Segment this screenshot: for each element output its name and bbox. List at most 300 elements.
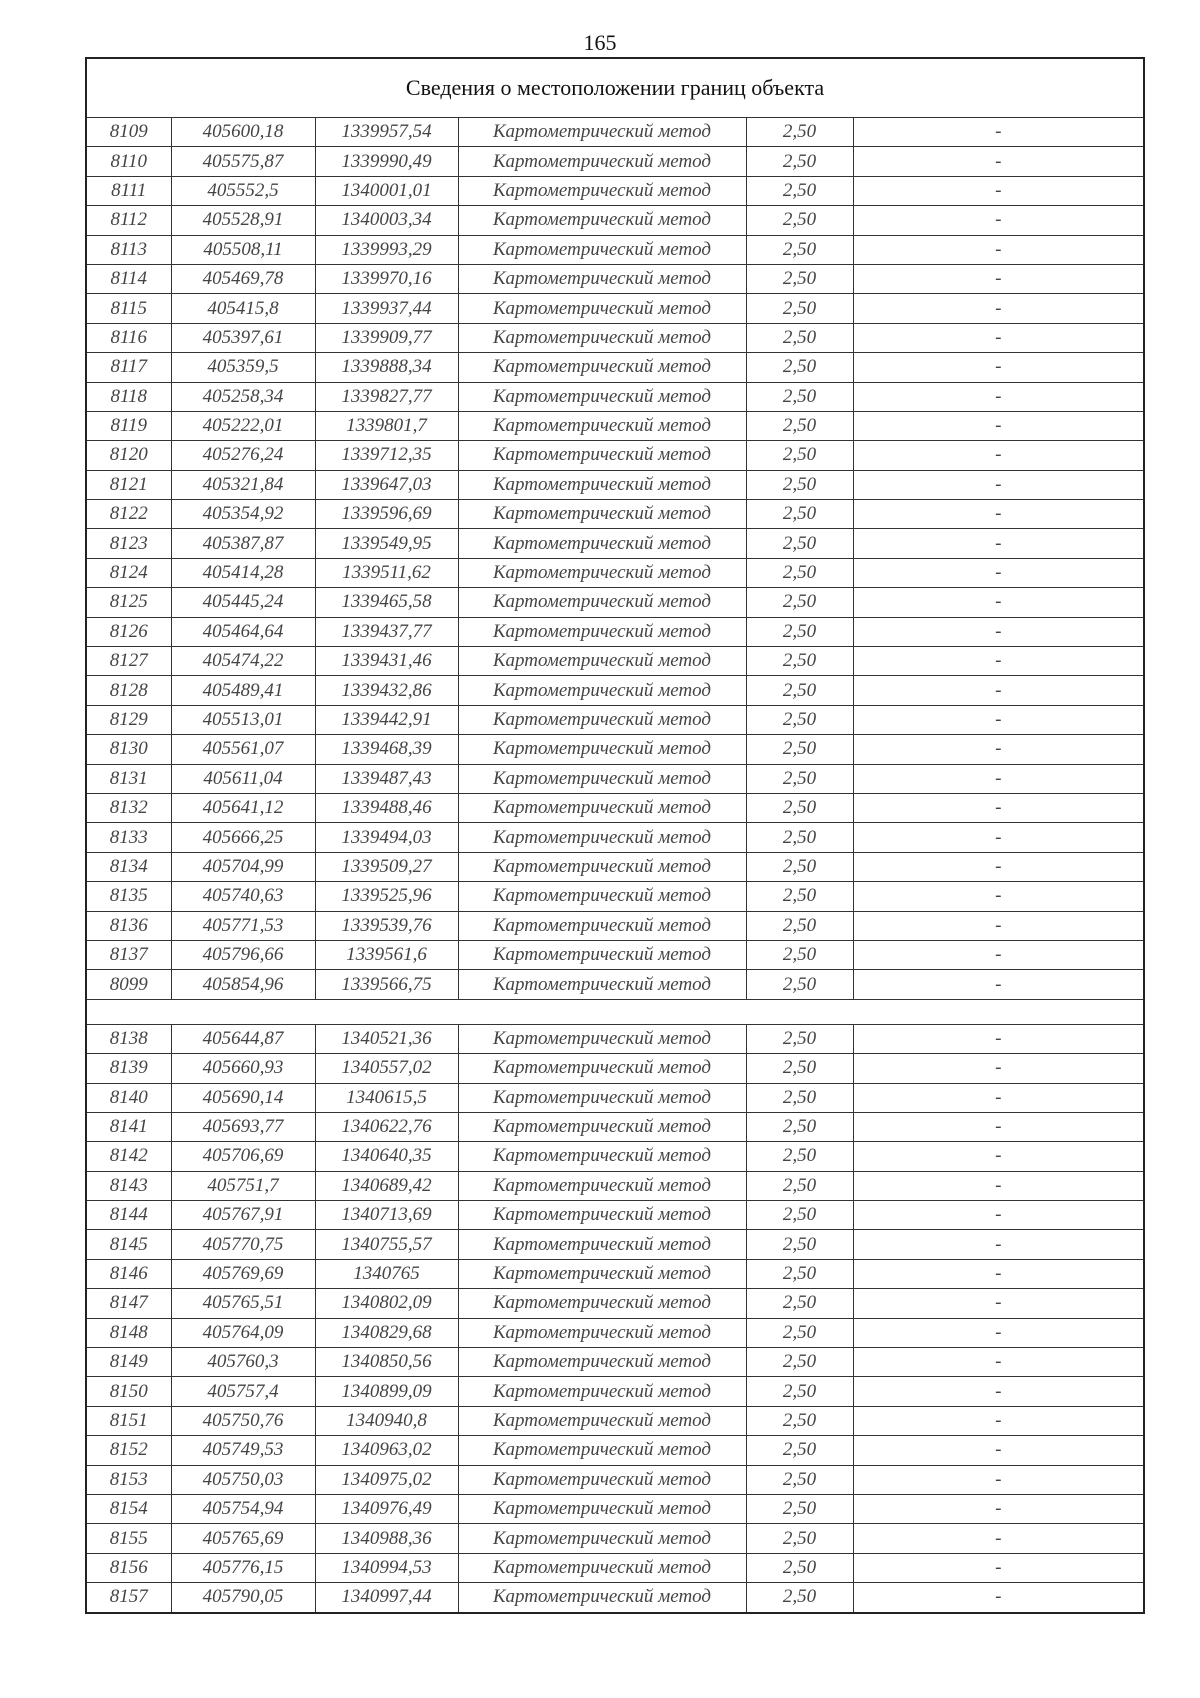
- x-coordinate-cell: 405666,25: [171, 823, 315, 852]
- accuracy-cell: 2,50: [746, 470, 853, 499]
- point-number-cell: 8122: [86, 500, 171, 529]
- y-coordinate-cell: 1340003,34: [315, 206, 458, 235]
- description-cell: -: [853, 147, 1144, 176]
- point-number-cell: 8110: [86, 147, 171, 176]
- table-row: [86, 323, 1144, 352]
- y-coordinate-cell: 1339431,46: [315, 647, 458, 676]
- method-cell: Картометрический метод: [458, 1230, 746, 1259]
- x-coordinate-cell: 405706,69: [171, 1142, 315, 1171]
- x-coordinate-cell: 405760,3: [171, 1348, 315, 1377]
- y-coordinate-cell: 1340689,42: [315, 1171, 458, 1200]
- description-cell: -: [853, 647, 1144, 676]
- table-row: [86, 235, 1144, 264]
- point-number-cell: 8118: [86, 382, 171, 411]
- method-cell: Картометрический метод: [458, 1054, 746, 1083]
- point-number-cell: 8134: [86, 852, 171, 881]
- method-cell: Картометрический метод: [458, 647, 746, 676]
- x-coordinate-cell: 405757,4: [171, 1377, 315, 1406]
- method-cell: Картометрический метод: [458, 764, 746, 793]
- x-coordinate-cell: 405508,11: [171, 235, 315, 264]
- description-cell: -: [853, 206, 1144, 235]
- accuracy-cell: 2,50: [746, 1024, 853, 1053]
- method-cell: Картометрический метод: [458, 1142, 746, 1171]
- description-cell: -: [853, 470, 1144, 499]
- table-row: [86, 676, 1144, 705]
- x-coordinate-cell: 405754,94: [171, 1494, 315, 1523]
- accuracy-cell: 2,50: [746, 882, 853, 911]
- y-coordinate-cell: 1339549,95: [315, 529, 458, 558]
- description-cell: -: [853, 705, 1144, 734]
- description-cell: -: [853, 1406, 1144, 1435]
- accuracy-cell: 2,50: [746, 382, 853, 411]
- method-cell: Картометрический метод: [458, 558, 746, 587]
- method-cell: Картометрический метод: [458, 1553, 746, 1582]
- y-coordinate-cell: 1340994,53: [315, 1553, 458, 1582]
- table-row: [86, 1259, 1144, 1288]
- point-number-cell: 8152: [86, 1436, 171, 1465]
- point-number-cell: 8148: [86, 1318, 171, 1347]
- method-cell: Картометрический метод: [458, 1201, 746, 1230]
- description-cell: -: [853, 1524, 1144, 1553]
- x-coordinate-cell: 405611,04: [171, 764, 315, 793]
- y-coordinate-cell: 1339468,39: [315, 735, 458, 764]
- table-row: [86, 1289, 1144, 1318]
- y-coordinate-cell: 1339990,49: [315, 147, 458, 176]
- y-coordinate-cell: 1339511,62: [315, 558, 458, 587]
- description-cell: -: [853, 735, 1144, 764]
- accuracy-cell: 2,50: [746, 1289, 853, 1318]
- point-number-cell: 8113: [86, 235, 171, 264]
- description-cell: -: [853, 1230, 1144, 1259]
- accuracy-cell: 2,50: [746, 1465, 853, 1494]
- x-coordinate-cell: 405767,91: [171, 1201, 315, 1230]
- method-cell: Картометрический метод: [458, 323, 746, 352]
- method-cell: Картометрический метод: [458, 617, 746, 646]
- method-cell: Картометрический метод: [458, 500, 746, 529]
- x-coordinate-cell: 405321,84: [171, 470, 315, 499]
- table-row: [86, 382, 1144, 411]
- x-coordinate-cell: 405770,75: [171, 1230, 315, 1259]
- x-coordinate-cell: 405740,63: [171, 882, 315, 911]
- y-coordinate-cell: 1340557,02: [315, 1054, 458, 1083]
- accuracy-cell: 2,50: [746, 1201, 853, 1230]
- x-coordinate-cell: 405276,24: [171, 441, 315, 470]
- table-row: [86, 1553, 1144, 1582]
- description-cell: -: [853, 118, 1144, 147]
- y-coordinate-cell: 1339937,44: [315, 294, 458, 323]
- accuracy-cell: 2,50: [746, 1259, 853, 1288]
- description-cell: -: [853, 617, 1144, 646]
- method-cell: Картометрический метод: [458, 1524, 746, 1553]
- description-cell: -: [853, 1083, 1144, 1112]
- description-cell: -: [853, 1494, 1144, 1523]
- y-coordinate-cell: 1339487,43: [315, 764, 458, 793]
- y-coordinate-cell: 1340713,69: [315, 1201, 458, 1230]
- description-cell: -: [853, 500, 1144, 529]
- point-number-cell: 8125: [86, 588, 171, 617]
- table-row: [86, 1377, 1144, 1406]
- table-row: [86, 970, 1144, 999]
- table-row: [86, 206, 1144, 235]
- method-cell: Картометрический метод: [458, 1024, 746, 1053]
- x-coordinate-cell: 405796,66: [171, 940, 315, 969]
- accuracy-cell: 2,50: [746, 206, 853, 235]
- x-coordinate-cell: 405489,41: [171, 676, 315, 705]
- table-row: [86, 1348, 1144, 1377]
- table-row: [86, 1406, 1144, 1435]
- table-row: [86, 558, 1144, 587]
- point-number-cell: 8135: [86, 882, 171, 911]
- method-cell: Картометрический метод: [458, 852, 746, 881]
- table-row: [86, 940, 1144, 969]
- group-separator-cell: [86, 999, 1144, 1024]
- method-cell: Картометрический метод: [458, 1348, 746, 1377]
- method-cell: Картометрический метод: [458, 940, 746, 969]
- method-cell: Картометрический метод: [458, 1465, 746, 1494]
- point-number-cell: 8149: [86, 1348, 171, 1377]
- y-coordinate-cell: 1340899,09: [315, 1377, 458, 1406]
- table-row: [86, 1583, 1144, 1613]
- x-coordinate-cell: 405414,28: [171, 558, 315, 587]
- point-number-cell: 8151: [86, 1406, 171, 1435]
- point-number-cell: 8123: [86, 529, 171, 558]
- accuracy-cell: 2,50: [746, 1171, 853, 1200]
- point-number-cell: 8146: [86, 1259, 171, 1288]
- method-cell: Картометрический метод: [458, 206, 746, 235]
- method-cell: Картометрический метод: [458, 705, 746, 734]
- y-coordinate-cell: 1340940,8: [315, 1406, 458, 1435]
- description-cell: -: [853, 441, 1144, 470]
- y-coordinate-cell: 1340640,35: [315, 1142, 458, 1171]
- method-cell: Картометрический метод: [458, 382, 746, 411]
- y-coordinate-cell: 1340963,02: [315, 1436, 458, 1465]
- point-number-cell: 8124: [86, 558, 171, 587]
- point-number-cell: 8121: [86, 470, 171, 499]
- accuracy-cell: 2,50: [746, 1553, 853, 1582]
- y-coordinate-cell: 1340615,5: [315, 1083, 458, 1112]
- method-cell: Картометрический метод: [458, 676, 746, 705]
- point-number-cell: 8116: [86, 323, 171, 352]
- description-cell: -: [853, 353, 1144, 382]
- method-cell: Картометрический метод: [458, 1583, 746, 1613]
- description-cell: -: [853, 529, 1144, 558]
- point-number-cell: 8117: [86, 353, 171, 382]
- table-row: [86, 1142, 1144, 1171]
- y-coordinate-cell: 1339712,35: [315, 441, 458, 470]
- x-coordinate-cell: 405474,22: [171, 647, 315, 676]
- x-coordinate-cell: 405415,8: [171, 294, 315, 323]
- point-number-cell: 8111: [86, 176, 171, 205]
- description-cell: -: [853, 176, 1144, 205]
- point-number-cell: 8137: [86, 940, 171, 969]
- point-number-cell: 8150: [86, 1377, 171, 1406]
- y-coordinate-cell: 1339647,03: [315, 470, 458, 499]
- description-cell: -: [853, 1289, 1144, 1318]
- accuracy-cell: 2,50: [746, 647, 853, 676]
- method-cell: Картометрический метод: [458, 411, 746, 440]
- y-coordinate-cell: 1340988,36: [315, 1524, 458, 1553]
- method-cell: Картометрический метод: [458, 118, 746, 147]
- description-cell: -: [853, 1377, 1144, 1406]
- y-coordinate-cell: 1340829,68: [315, 1318, 458, 1347]
- method-cell: Картометрический метод: [458, 882, 746, 911]
- accuracy-cell: 2,50: [746, 411, 853, 440]
- accuracy-cell: 2,50: [746, 735, 853, 764]
- x-coordinate-cell: 405765,69: [171, 1524, 315, 1553]
- accuracy-cell: 2,50: [746, 970, 853, 999]
- method-cell: Картометрический метод: [458, 823, 746, 852]
- y-coordinate-cell: 1339827,77: [315, 382, 458, 411]
- x-coordinate-cell: 405222,01: [171, 411, 315, 440]
- table-row: [86, 147, 1144, 176]
- accuracy-cell: 2,50: [746, 588, 853, 617]
- accuracy-cell: 2,50: [746, 264, 853, 293]
- table-row: [86, 1436, 1144, 1465]
- accuracy-cell: 2,50: [746, 500, 853, 529]
- table-row: [86, 294, 1144, 323]
- table-row: [86, 882, 1144, 911]
- method-cell: Картометрический метод: [458, 147, 746, 176]
- description-cell: -: [853, 911, 1144, 940]
- method-cell: Картометрический метод: [458, 1318, 746, 1347]
- y-coordinate-cell: 1339465,58: [315, 588, 458, 617]
- accuracy-cell: 2,50: [746, 852, 853, 881]
- description-cell: -: [853, 1465, 1144, 1494]
- table-row: [86, 118, 1144, 147]
- accuracy-cell: 2,50: [746, 823, 853, 852]
- point-number-cell: 8156: [86, 1553, 171, 1582]
- table-row: [86, 1318, 1144, 1347]
- description-cell: -: [853, 970, 1144, 999]
- method-cell: Картометрический метод: [458, 588, 746, 617]
- table-row: [86, 1054, 1144, 1083]
- group-separator-row: [86, 999, 1144, 1024]
- boundary-coordinates-table: [85, 57, 1145, 1614]
- description-cell: -: [853, 588, 1144, 617]
- table-row: [86, 823, 1144, 852]
- method-cell: Картометрический метод: [458, 1259, 746, 1288]
- y-coordinate-cell: 1339432,86: [315, 676, 458, 705]
- y-coordinate-cell: 1339970,16: [315, 264, 458, 293]
- method-cell: Картометрический метод: [458, 1494, 746, 1523]
- x-coordinate-cell: 405387,87: [171, 529, 315, 558]
- point-number-cell: 8144: [86, 1201, 171, 1230]
- table-row: [86, 1465, 1144, 1494]
- accuracy-cell: 2,50: [746, 1318, 853, 1347]
- y-coordinate-cell: 1339437,77: [315, 617, 458, 646]
- accuracy-cell: 2,50: [746, 911, 853, 940]
- y-coordinate-cell: 1340850,56: [315, 1348, 458, 1377]
- y-coordinate-cell: 1339566,75: [315, 970, 458, 999]
- point-number-cell: 8115: [86, 294, 171, 323]
- description-cell: -: [853, 264, 1144, 293]
- x-coordinate-cell: 405750,76: [171, 1406, 315, 1435]
- accuracy-cell: 2,50: [746, 1436, 853, 1465]
- y-coordinate-cell: 1340997,44: [315, 1583, 458, 1613]
- x-coordinate-cell: 405575,87: [171, 147, 315, 176]
- accuracy-cell: 2,50: [746, 147, 853, 176]
- x-coordinate-cell: 405771,53: [171, 911, 315, 940]
- accuracy-cell: 2,50: [746, 235, 853, 264]
- x-coordinate-cell: 405552,5: [171, 176, 315, 205]
- y-coordinate-cell: 1339525,96: [315, 882, 458, 911]
- point-number-cell: 8139: [86, 1054, 171, 1083]
- accuracy-cell: 2,50: [746, 529, 853, 558]
- table-row: [86, 1112, 1144, 1141]
- point-number-cell: 8130: [86, 735, 171, 764]
- x-coordinate-cell: 405693,77: [171, 1112, 315, 1141]
- method-cell: Картометрический метод: [458, 911, 746, 940]
- table-row: [86, 1494, 1144, 1523]
- description-cell: -: [853, 793, 1144, 822]
- table-row: [86, 176, 1144, 205]
- accuracy-cell: 2,50: [746, 176, 853, 205]
- x-coordinate-cell: 405751,7: [171, 1171, 315, 1200]
- x-coordinate-cell: 405644,87: [171, 1024, 315, 1053]
- point-number-cell: 8131: [86, 764, 171, 793]
- x-coordinate-cell: 405397,61: [171, 323, 315, 352]
- table-row: [86, 1171, 1144, 1200]
- description-cell: -: [853, 1348, 1144, 1377]
- method-cell: Картометрический метод: [458, 264, 746, 293]
- accuracy-cell: 2,50: [746, 764, 853, 793]
- accuracy-cell: 2,50: [746, 1524, 853, 1553]
- point-number-cell: 8132: [86, 793, 171, 822]
- point-number-cell: 8126: [86, 617, 171, 646]
- x-coordinate-cell: 405764,09: [171, 1318, 315, 1347]
- x-coordinate-cell: 405854,96: [171, 970, 315, 999]
- table-row: [86, 852, 1144, 881]
- method-cell: Картометрический метод: [458, 353, 746, 382]
- point-number-cell: 8129: [86, 705, 171, 734]
- description-cell: -: [853, 882, 1144, 911]
- method-cell: Картометрический метод: [458, 294, 746, 323]
- point-number-cell: 8154: [86, 1494, 171, 1523]
- accuracy-cell: 2,50: [746, 617, 853, 646]
- y-coordinate-cell: 1339801,7: [315, 411, 458, 440]
- table-row: [86, 1524, 1144, 1553]
- method-cell: Картометрический метод: [458, 793, 746, 822]
- table-row: [86, 647, 1144, 676]
- y-coordinate-cell: 1339442,91: [315, 705, 458, 734]
- method-cell: Картометрический метод: [458, 1289, 746, 1318]
- table-row: [86, 588, 1144, 617]
- description-cell: -: [853, 823, 1144, 852]
- method-cell: Картометрический метод: [458, 1112, 746, 1141]
- y-coordinate-cell: 1339509,27: [315, 852, 458, 881]
- table-row: [86, 793, 1144, 822]
- method-cell: Картометрический метод: [458, 1083, 746, 1112]
- description-cell: -: [853, 1142, 1144, 1171]
- y-coordinate-cell: 1340001,01: [315, 176, 458, 205]
- table-title-row: [86, 58, 1144, 118]
- description-cell: -: [853, 676, 1144, 705]
- accuracy-cell: 2,50: [746, 793, 853, 822]
- x-coordinate-cell: 405660,93: [171, 1054, 315, 1083]
- table-row: [86, 411, 1144, 440]
- x-coordinate-cell: 405600,18: [171, 118, 315, 147]
- description-cell: -: [853, 235, 1144, 264]
- y-coordinate-cell: 1340755,57: [315, 1230, 458, 1259]
- accuracy-cell: 2,50: [746, 1230, 853, 1259]
- point-number-cell: 8143: [86, 1171, 171, 1200]
- y-coordinate-cell: 1340521,36: [315, 1024, 458, 1053]
- x-coordinate-cell: 405359,5: [171, 353, 315, 382]
- page-number: 165: [583, 30, 617, 55]
- description-cell: -: [853, 323, 1144, 352]
- x-coordinate-cell: 405690,14: [171, 1083, 315, 1112]
- method-cell: Картометрический метод: [458, 1377, 746, 1406]
- accuracy-cell: 2,50: [746, 558, 853, 587]
- table-row: [86, 1083, 1144, 1112]
- x-coordinate-cell: 405769,69: [171, 1259, 315, 1288]
- table-row: [86, 353, 1144, 382]
- y-coordinate-cell: 1339488,46: [315, 793, 458, 822]
- y-coordinate-cell: 1339494,03: [315, 823, 458, 852]
- point-number-cell: 8140: [86, 1083, 171, 1112]
- point-number-cell: 8114: [86, 264, 171, 293]
- x-coordinate-cell: 405528,91: [171, 206, 315, 235]
- description-cell: -: [853, 1054, 1144, 1083]
- x-coordinate-cell: 405469,78: [171, 264, 315, 293]
- method-cell: Картометрический метод: [458, 970, 746, 999]
- table-row: [86, 617, 1144, 646]
- method-cell: Картометрический метод: [458, 176, 746, 205]
- description-cell: -: [853, 1201, 1144, 1230]
- table-row: [86, 264, 1144, 293]
- table-row: [86, 470, 1144, 499]
- y-coordinate-cell: 1340802,09: [315, 1289, 458, 1318]
- point-number-cell: 8155: [86, 1524, 171, 1553]
- point-number-cell: 8109: [86, 118, 171, 147]
- point-number-cell: 8120: [86, 441, 171, 470]
- table-row: [86, 441, 1144, 470]
- method-cell: Картометрический метод: [458, 1406, 746, 1435]
- point-number-cell: 8128: [86, 676, 171, 705]
- accuracy-cell: 2,50: [746, 1348, 853, 1377]
- description-cell: -: [853, 1553, 1144, 1582]
- y-coordinate-cell: 1339993,29: [315, 235, 458, 264]
- description-cell: -: [853, 1318, 1144, 1347]
- point-number-cell: 8127: [86, 647, 171, 676]
- accuracy-cell: 2,50: [746, 1583, 853, 1613]
- description-cell: -: [853, 382, 1144, 411]
- description-cell: -: [853, 940, 1144, 969]
- description-cell: -: [853, 1171, 1144, 1200]
- x-coordinate-cell: 405765,51: [171, 1289, 315, 1318]
- description-cell: -: [853, 1583, 1144, 1613]
- accuracy-cell: 2,50: [746, 294, 853, 323]
- accuracy-cell: 2,50: [746, 1142, 853, 1171]
- accuracy-cell: 2,50: [746, 323, 853, 352]
- accuracy-cell: 2,50: [746, 705, 853, 734]
- description-cell: -: [853, 411, 1144, 440]
- point-number-cell: 8142: [86, 1142, 171, 1171]
- x-coordinate-cell: 405776,15: [171, 1553, 315, 1582]
- point-number-cell: 8153: [86, 1465, 171, 1494]
- description-cell: -: [853, 852, 1144, 881]
- accuracy-cell: 2,50: [746, 1406, 853, 1435]
- table-row: [86, 1230, 1144, 1259]
- accuracy-cell: 2,50: [746, 940, 853, 969]
- method-cell: Картометрический метод: [458, 735, 746, 764]
- point-number-cell: 8119: [86, 411, 171, 440]
- method-cell: Картометрический метод: [458, 470, 746, 499]
- description-cell: -: [853, 1259, 1144, 1288]
- description-cell: -: [853, 1112, 1144, 1141]
- y-coordinate-cell: 1340765: [315, 1259, 458, 1288]
- point-number-cell: 8138: [86, 1024, 171, 1053]
